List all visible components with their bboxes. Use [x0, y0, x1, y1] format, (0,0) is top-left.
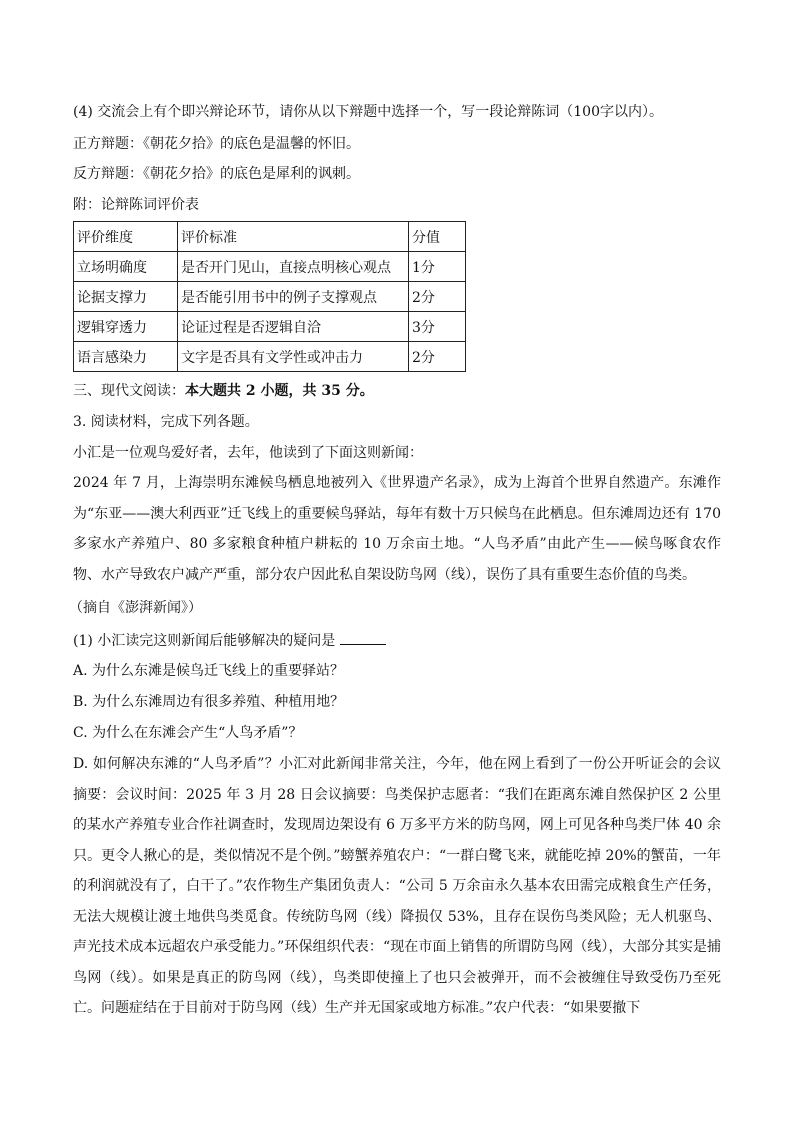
table-cell: 是否能引用书中的例子支撑观点	[178, 282, 409, 312]
table-cell: 1分	[409, 252, 466, 282]
table-caption: 附：论辩陈词评价表	[73, 197, 199, 213]
section-3-heading	[73, 381, 374, 401]
table-cell: 2分	[409, 282, 466, 312]
evaluation-table	[73, 221, 466, 372]
table-cell: 2分	[409, 342, 466, 372]
table-row	[74, 252, 466, 282]
sub-question-1	[73, 630, 386, 651]
table-row	[74, 312, 466, 342]
question-4-prompt: (4) 交流会上有个即兴辩论环节，请你从以下辩题中选择一个，写一段论辩陈词（100字以内）。	[73, 104, 664, 120]
table-cell: 逻辑穿透力	[74, 312, 178, 342]
news-source: （摘自《澎湃新闻》）	[69, 600, 202, 616]
question-3-title: 3. 阅读材料，完成下列各题。	[73, 414, 259, 430]
table-header-row	[74, 222, 466, 252]
table-cell: 论证过程是否逻辑自洽	[178, 312, 409, 342]
answer-blank	[340, 630, 386, 645]
table-cell: 论据支撑力	[74, 282, 178, 312]
table-header-cell: 评价标准	[178, 222, 409, 252]
table-cell: 立场明确度	[74, 252, 178, 282]
table-cell: 是否开门见山，直接点明核心观点	[178, 252, 409, 282]
table-cell: 3分	[409, 312, 466, 342]
table-row	[74, 282, 466, 312]
section-heading-detail: 本大题共 2 小题，共 35 分。	[185, 383, 374, 399]
table-cell: 语言感染力	[74, 342, 178, 372]
option-c: C. 为什么在东滩会产生“人鸟矛盾”？	[73, 725, 303, 741]
sub-question-1-text: (1) 小汇读完这则新闻后能够解决的疑问是	[73, 633, 336, 649]
table-header-cell: 评价维度	[74, 222, 178, 252]
table-header-cell: 分值	[409, 222, 466, 252]
option-b: B. 为什么东滩周边有很多养殖、种植用地？	[73, 694, 345, 710]
table-cell: 文字是否具有文学性或冲击力	[178, 342, 409, 372]
con-debate-topic: 反方辩题：《朝花夕拾》的底色是犀利的讽刺。	[73, 166, 360, 182]
table-row	[74, 342, 466, 372]
question-3-intro: 小汇是一位观鸟爱好者，去年，他读到了下面这则新闻：	[73, 445, 423, 461]
option-a: A. 为什么东滩是候鸟迁飞线上的重要驿站？	[73, 663, 345, 679]
pro-debate-topic: 正方辩题：《朝花夕拾》的底色是温馨的怀旧。	[73, 136, 360, 152]
option-d-and-hearing-summary: D. 如何解决东滩的“人鸟矛盾”？小汇对此新闻非常关注，今年，他在网上看到了一份公开听证会的会议摘要：会议时间：2025 年 3 月 28 日会议摘要：鸟类保护志愿者：“我们在距离东滩自然保护区 2 公里的某水产养殖专业合作社调查时，发现周边架设有 6 万多平方米的防鸟网，网上可见各种鸟类尸体 40 余只。更令人揪心的是，类似情况不是个例。”螃蟹养殖农户：“一群白鹭飞来，就能吃掉 20%的蟹苗，一年的利润就没有了，白干了。”农作物生产集团负责人：“公司 5 万余亩永久基本农田需完成粮食生产任务，无法大规模让渡土地供鸟类觅食。传统防鸟网（线）降损仅 53%，且存在误伤鸟类风险；无人机驱鸟、声光技术成本远超农户承受能力。”环保组织代表：“现在市面上销售的所谓防鸟网（线），大部分其实是捕鸟网（线）。如果是真正的防鸟网（线），鸟类即使撞上了也只会被弹开，而不会被缠住导致受伤乃至死亡。问题症结在于目前对于防鸟网（线）生产并无国家或地方标准。”农户代表：“如果要撤下	[73, 756, 721, 1016]
news-paragraph: 2024 年 7 月，上海崇明东滩候鸟栖息地被列入《世界遗产名录》，成为上海首个世界自然遗产。东滩作为“东亚——澳大利西亚”迁飞线上的重要候鸟驿站，每年有数十万只候鸟在此栖息。但东滩周边还有 170 多家水产养殖户、80 多家粮食种植户耕耘的 10 万余亩土地。“人鸟矛盾”由此产生——候鸟啄食农作物、水产导致农户减产严重，部分农户因此私自架设防鸟网（线），误伤了具有重要生态价值的鸟类。	[73, 475, 721, 583]
section-heading-label: 三、现代文阅读：	[73, 383, 185, 399]
